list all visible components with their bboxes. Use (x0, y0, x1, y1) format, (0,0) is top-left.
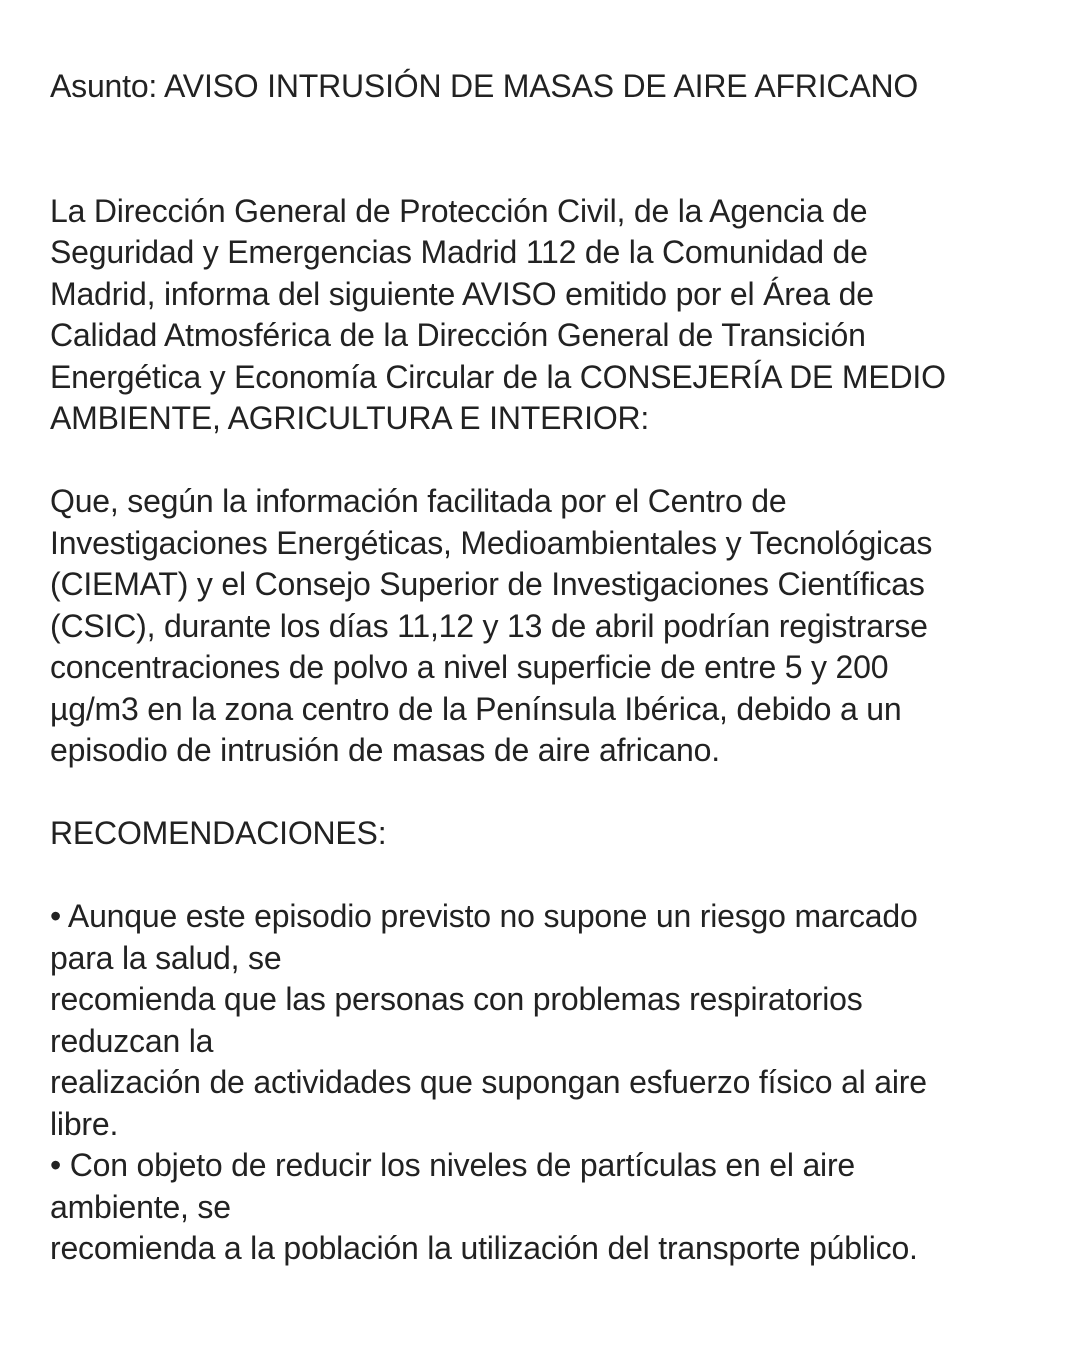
recommendation-line: recomienda que las personas con problemas respiratorios (50, 981, 863, 1017)
intro-line: Calidad Atmosférica de la Dirección General de Transición (50, 317, 866, 353)
recommendation-line: recomienda a la población la utilización del transporte público. (50, 1230, 918, 1266)
recommendation-line: para la salud, se (50, 939, 282, 976)
intro-line: Seguridad y Emergencias Madrid 112 de la Comunidad de (50, 234, 868, 270)
intro-line: Energética y Economía Circular de la CONSEJERÍA DE MEDIO (50, 358, 946, 395)
message-body (50, 66, 1050, 1270)
recommendation-line: reduzcan la (50, 1022, 214, 1059)
intro-line: AMBIENTE, AGRICULTURA E INTERIOR: (50, 400, 650, 436)
recommendation-line: • Aunque este episodio previsto no supone un riesgo marcado (50, 898, 918, 934)
body-line: Investigaciones Energéticas, Medioambientales y Tecnológicas (50, 524, 933, 561)
recommendation-line: ambiente, se (50, 1188, 231, 1225)
intro-line: La Dirección General de Protección Civil, de la Agencia de (50, 192, 868, 229)
body-line: (CSIC), durante los días 11,12 y 13 de abril podrían registrarse (50, 607, 928, 644)
intro-line: Madrid, informa del siguiente AVISO emitido por el Área de (50, 275, 874, 312)
recommendations-heading: RECOMENDACIONES: (50, 815, 387, 851)
subject-line: Asunto: AVISO INTRUSIÓN DE MASAS DE AIRE AFRICANO (50, 68, 919, 104)
body-paragraph (50, 481, 1050, 772)
body-line: episodio de intrusión de masas de aire africano. (50, 732, 720, 768)
recommendation-line: realización de actividades que supongan esfuerzo físico al aire (50, 1064, 927, 1100)
recommendation-line: • Con objeto de reducir los niveles de partículas en el aire (50, 1147, 856, 1183)
body-line: (CIEMAT) y el Consejo Superior de Investigaciones Científicas (50, 566, 925, 602)
intro-paragraph (50, 191, 1050, 440)
body-line: µg/m3 en la zona centro de la Península Ibérica, debido a un (50, 690, 902, 727)
body-line: concentraciones de polvo a nivel superficie de entre 5 y 200 (50, 649, 889, 685)
body-line: Que, según la información facilitada por el Centro de (50, 483, 787, 519)
recommendations-list (50, 896, 1050, 1270)
recommendation-line: libre. (50, 1105, 119, 1142)
